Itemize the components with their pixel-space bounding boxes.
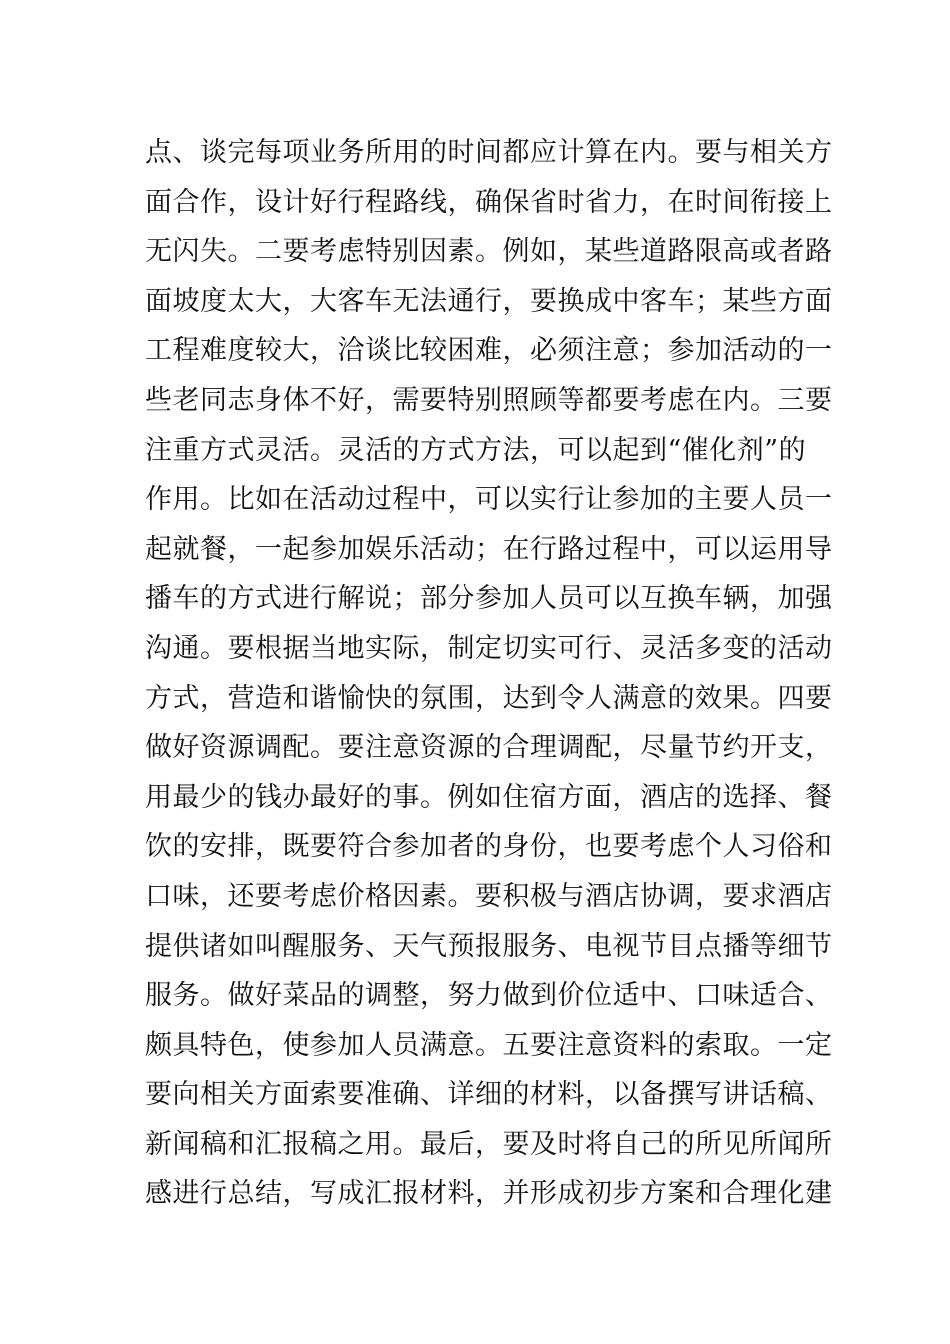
text-line: 点、谈完每项业务所用的时间都应计算在内。要与相关方 <box>145 137 833 168</box>
text-line: 些老同志身体不好，需要特别照顾等都要考虑在内。三要 <box>145 384 833 416</box>
text-line: 注重方式灵活。灵活的方式方法，可以起到“催化剂”的 <box>145 434 807 466</box>
text-line: 提供诸如叫醒服务、天气预报服务、电视节目点播等细节 <box>145 930 833 962</box>
text-line: 面坡度太大，大客车无法通行，要换成中客车；某些方面 <box>145 285 833 317</box>
text-line: 要向相关方面索要准确、详细的材料，以备撰写讲话稿、 <box>145 1079 833 1111</box>
text-line: 饮的安排，既要符合参加者的身份，也要考虑个人习俗和 <box>145 831 833 863</box>
text-line: 用最少的钱办最好的事。例如住宿方面，酒店的选择、餐 <box>145 781 833 813</box>
text-line: 沟通。要根据当地实际，制定切实可行、灵活多变的活动 <box>145 632 833 664</box>
text-line: 工程难度较大，洽谈比较困难，必须注意；参加活动的一 <box>145 335 833 367</box>
text-line: 做好资源调配。要注意资源的合理调配，尽量节约开支， <box>145 732 833 764</box>
text-line: 面合作，设计好行程路线，确保省时省力，在时间衔接上 <box>145 186 833 218</box>
body-text <box>145 128 833 1219</box>
text-line: 播车的方式进行解说；部分参加人员可以互换车辆，加强 <box>145 583 833 615</box>
text-line: 作用。比如在活动过程中，可以实行让参加的主要人员一 <box>145 484 833 516</box>
text-line: 新闻稿和汇报稿之用。最后，要及时将自己的所见所闻所 <box>145 1128 833 1160</box>
text-line: 方式，营造和谐愉快的氛围，达到令人满意的效果。四要 <box>145 682 833 714</box>
text-line: 感进行总结，写成汇报材料，并形成初步方案和合理化建 <box>145 1178 833 1210</box>
text-line: 颇具特色，使参加人员满意。五要注意资料的索取。一定 <box>145 1029 833 1061</box>
text-line: 起就餐，一起参加娱乐活动；在行路过程中，可以运用导 <box>145 533 833 565</box>
text-line: 无闪失。二要考虑特别因素。例如，某些道路限高或者路 <box>145 236 833 268</box>
text-line: 口味，还要考虑价格因素。要积极与酒店协调，要求酒店 <box>145 880 833 912</box>
text-line: 服务。做好菜品的调整，努力做到价位适中、口味适合、 <box>145 980 833 1012</box>
